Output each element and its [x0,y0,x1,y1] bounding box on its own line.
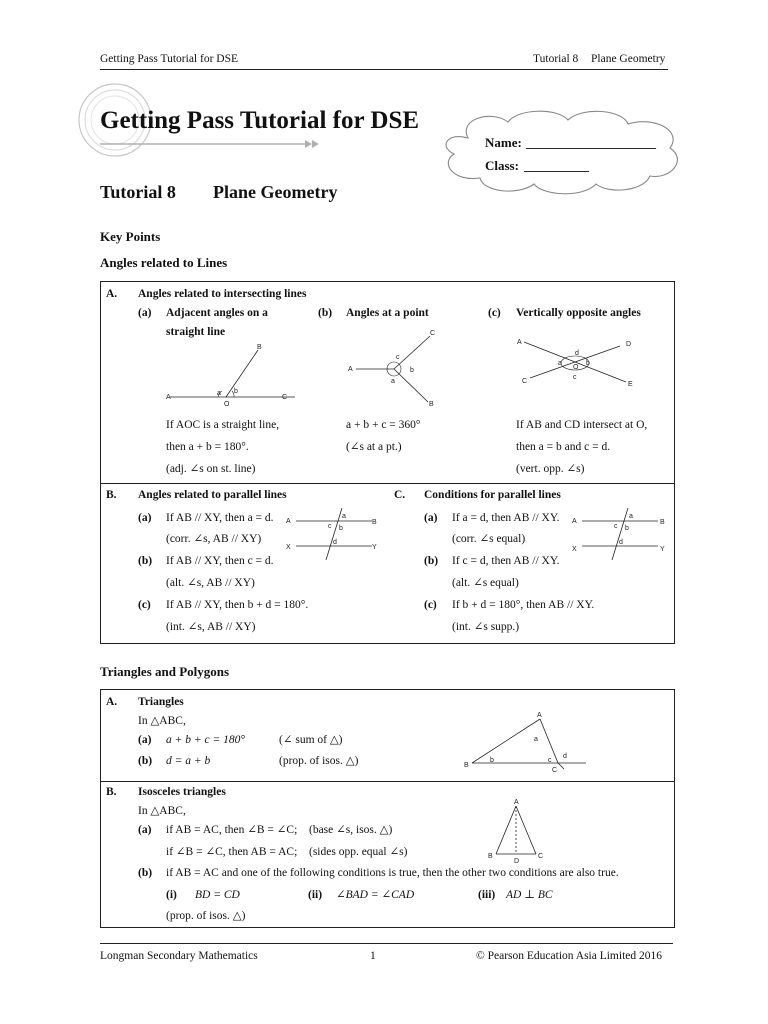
tri-b-a1: if AB = AC, then ∠B = ∠C; [166,824,298,836]
parallel-figure-c [570,506,670,562]
tri-a-a-reason: (∠ sum of △) [279,734,343,746]
adj-label-B: B [257,344,262,351]
adj-label-b: b [234,388,238,395]
pc-label-X: X [572,546,577,553]
pt-label-c: c [396,354,400,361]
lines-c-c-2: (int. ∠s supp.) [452,621,520,633]
iso-label-B: B [488,853,493,860]
pt-label-B: B [429,401,434,408]
triangle-ext-angle-figure [462,711,592,776]
lines-b-a-label: (a) [138,512,152,524]
tutorial-topic: Plane Geometry [213,182,338,202]
tri-a-a-label: (a) [138,734,152,746]
pt-text-1: a + b + c = 360° [346,419,421,431]
pt-label-A: A [348,366,353,373]
running-header-tutorial: Tutorial 8 [533,53,579,65]
pt-label-a: a [391,378,395,385]
lines-b-b-2: (alt. ∠s, AB // XY) [166,577,255,589]
pc-label-B: B [660,519,665,526]
footer-left: Longman Secondary Mathematics [100,950,258,962]
cloud-shape [438,108,688,198]
lines-b-b-label: (b) [138,555,153,567]
tri-b-b-label: (b) [138,867,153,879]
lines-c-a-2: (corr. ∠s equal) [452,533,526,545]
te-label-A: A [537,712,542,719]
vo-label-d: d [575,350,579,357]
vo-label-a: a [558,360,562,367]
lines-c-a-1: If a = d, then AB // XY. [452,512,560,524]
lines-b-a-2: (corr. ∠s, AB // XY) [166,533,262,545]
vo-text-3: (vert. opp. ∠s) [516,463,585,475]
tri-b-a2: if ∠B = ∠C, then AB = AC; [166,846,298,858]
tri-a-b-reason: (prop. of isos. △) [279,755,359,767]
pb-label-X: X [286,544,291,551]
lines-b-c-1: If AB // XY, then b + d = 180°. [166,599,309,611]
pt-label-b: b [410,367,414,374]
vo-label-A: A [517,339,522,346]
tri-b-iii-eq: AD ⊥ BC [506,889,553,901]
vo-label-E: E [628,381,633,388]
te-label-B: B [464,762,469,769]
tri-a-a-eq: a + b + c = 180° [166,734,245,746]
header-rule [100,69,668,70]
tri-b-title: Isosceles triangles [138,786,226,798]
te-label-c: c [548,757,552,764]
pc-label-a: a [629,513,633,520]
lines-a-sub-b-label: (b) [318,307,333,319]
key-points-heading: Key Points [100,229,161,244]
tri-a-letter: A. [106,696,118,708]
pc-label-A: A [572,518,577,525]
tri-a-b-label: (b) [138,755,153,767]
tri-b-letter: B. [106,786,117,798]
adj-text-1: If AOC is a straight line, [166,419,280,431]
tri-b-a-label: (a) [138,824,152,836]
lines-c-b-label: (b) [424,555,439,567]
tri-b-iii-label: (iii) [478,889,496,901]
lines-b-letter: B. [106,489,117,501]
pb-label-b: b [339,525,343,532]
te-label-d: d [563,753,567,760]
te-label-a: a [534,736,538,743]
pt-label-C: C [430,330,436,337]
class-label: Class: [485,158,519,173]
pt-text-2: (∠s at a pt.) [346,441,402,453]
te-label-b: b [490,757,494,764]
tri-b-a1-reason: (base ∠s, isos. △) [309,824,393,836]
vo-label-D: D [626,341,632,348]
lines-a-sub-b-title: Angles at a point [346,307,429,319]
lines-b-c-label: (c) [138,599,151,611]
vo-label-b: b [586,360,590,367]
tri-b-b1: if AB = AC and one of the following conditions is true, then the other two conditions are also true. [166,867,619,879]
main-title: Getting Pass Tutorial for DSE [100,107,420,134]
pb-label-a: a [342,513,346,520]
parallel-figure-b [284,506,384,562]
name-label: Name: [485,135,522,150]
lines-a-sub-a-label: (a) [138,307,152,319]
tri-b-in: In △ABC, [138,805,186,817]
lines-c-title: Conditions for parallel lines [424,489,561,501]
tri-b-b-reason: (prop. of isos. △) [166,910,246,922]
lines-heading: Angles related to Lines [100,255,228,270]
pb-label-B: B [372,519,377,526]
vert-opp-figure [512,336,652,392]
adj-text-3: (adj. ∠s on st. line) [166,463,256,475]
pb-label-d: d [333,539,337,546]
angles-at-point-figure [340,326,450,406]
vo-label-C: C [522,378,528,385]
lines-c-letter: C. [394,489,406,501]
iso-label-D: D [514,858,520,865]
adj-text-2: then a + b = 180°. [166,441,249,453]
vo-label-O: O [573,364,579,371]
lines-b-title: Angles related to parallel lines [138,489,287,501]
iso-label-C: C [538,853,544,860]
tri-a-in: In △ABC, [138,715,186,727]
lines-a-sub-a-title1: Adjacent angles on a [166,307,268,319]
lines-a-sub-a-title2: straight line [166,326,226,338]
name-blank[interactable]: ____________________ [526,135,656,150]
lines-a-sub-c-label: (c) [488,307,501,319]
lines-c-c-1: If b + d = 180°, then AB // XY. [452,599,595,611]
tri-b-ii-label: (ii) [308,889,323,901]
tri-b-i-label: (i) [166,889,177,901]
triangles-heading: Triangles and Polygons [100,664,230,679]
pb-label-A: A [286,518,291,525]
lines-b-a-1: If AB // XY, then a = d. [166,512,274,524]
adj-label-A: A [166,394,171,401]
lines-c-c-label: (c) [424,599,437,611]
tri-a-b-eq: d = a + b [166,755,211,767]
pc-label-d: d [619,539,623,546]
lines-c-b-1: If c = d, then AB // XY. [452,555,560,567]
footer-right: © Pearson Education Asia Limited 2016 [476,950,662,962]
pc-label-c: c [614,523,618,530]
lines-a-title: Angles related to intersecting lines [138,288,307,300]
adj-label-a: a [217,390,221,397]
vo-text-1: If AB and CD intersect at O, [516,419,648,431]
running-header-left: Getting Pass Tutorial for DSE [100,53,239,65]
lines-c-a-label: (a) [424,512,438,524]
tri-b-a2-reason: (sides opp. equal ∠s) [309,846,408,858]
tri-a-title: Triangles [138,696,184,708]
pb-label-c: c [328,523,332,530]
adj-label-C: C [282,394,288,401]
adjacent-angles-figure [160,340,300,410]
pc-label-b: b [625,525,629,532]
lines-a-letter: A. [106,288,118,300]
lines-b-c-2: (int. ∠s, AB // XY) [166,621,256,633]
pc-label-Y: Y [660,546,665,553]
footer-rule [100,943,673,944]
tri-b-ii-eq: ∠BAD = ∠CAD [336,889,415,901]
pb-label-Y: Y [372,544,377,551]
iso-label-A: A [514,799,519,806]
tutorial-number: Tutorial 8 [100,182,176,202]
tri-b-i-eq: BD = CD [195,889,240,901]
page-number: 1 [370,950,376,962]
class-blank[interactable]: __________ [524,158,589,173]
vo-text-2: then a = b and c = d. [516,441,611,453]
lines-c-b-2: (alt. ∠s equal) [452,577,519,589]
lines-a-sub-c-title: Vertically opposite angles [516,307,641,319]
isosceles-triangle-figure [484,796,554,866]
vo-label-c: c [573,374,577,381]
lines-b-b-1: If AB // XY, then c = d. [166,555,274,567]
running-header-topic: Plane Geometry [591,53,666,65]
adj-label-O: O [224,401,230,408]
te-label-C: C [552,767,558,774]
